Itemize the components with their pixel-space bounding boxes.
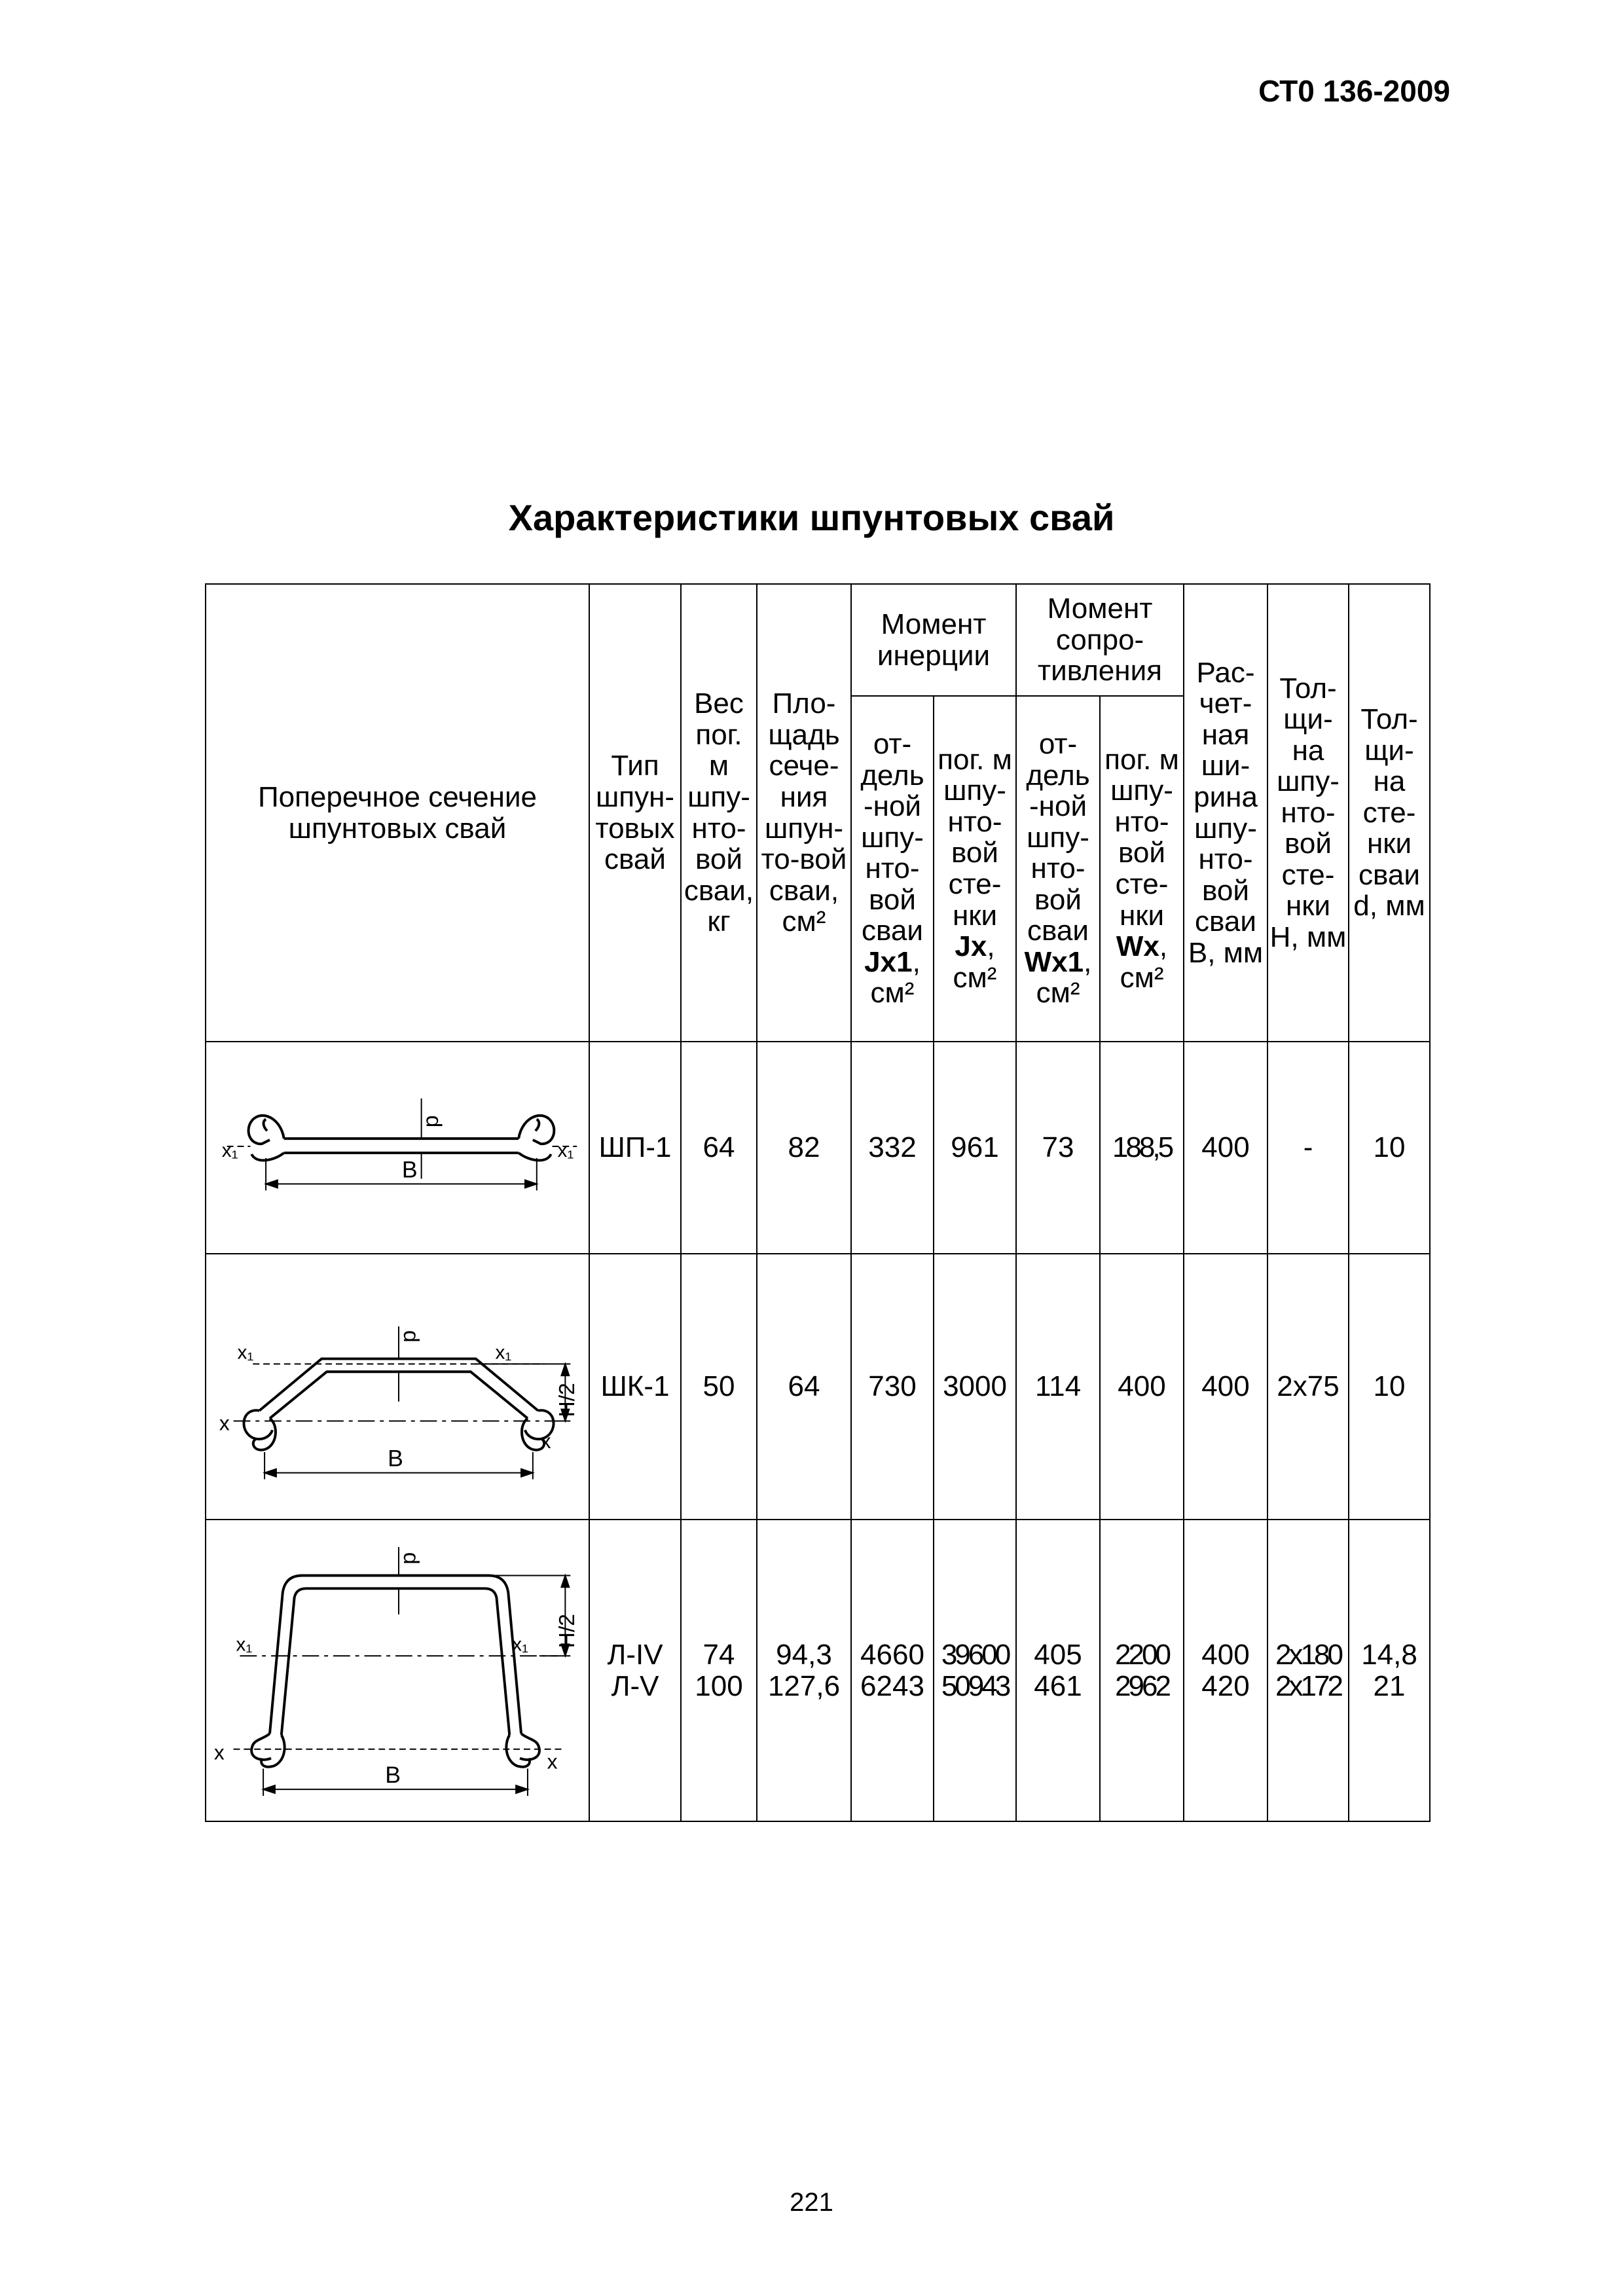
- cell-jx-liv: 39600: [941, 1638, 1009, 1671]
- cell-jx: 961: [934, 1042, 1016, 1254]
- header-section: Поперечное сечение шпунтовых свай: [206, 584, 589, 1042]
- axis-x-right-label: x: [547, 1749, 558, 1774]
- cell-web-thickness: 10: [1349, 1042, 1430, 1254]
- axis-x1-right-label: x₁: [557, 1139, 574, 1161]
- table-title: Характеристики шпунтовых свай: [508, 497, 1115, 538]
- dim-h2-label: H/2: [555, 1383, 580, 1417]
- header-inertia-single-text: от-дель -ной шпу-нто-вой сваи: [860, 728, 924, 947]
- cell-jx1: 332: [851, 1042, 934, 1254]
- header-resistance-single-text: от-дель -ной шпу-нто-вой сваи: [1026, 728, 1090, 947]
- header-inertia: Момент инерции: [851, 584, 1016, 696]
- cell-weight: [681, 1520, 757, 1821]
- cell-width: 400: [1184, 1254, 1267, 1520]
- axis-x-left-label: x: [213, 1740, 225, 1764]
- cell-web-thickness: 10: [1349, 1254, 1430, 1520]
- header-web-thickness: Тол-щи-на сте-нки сваи d, мм: [1349, 584, 1430, 1042]
- header-resistance-wall-text: пог. м шпу-нто-вой сте-нки: [1104, 743, 1179, 932]
- larssen-sheet-pile-diagram: [208, 1520, 587, 1821]
- header-inertia-wall-unit: , см²: [953, 930, 997, 994]
- cell-width-lv: 420: [1201, 1669, 1250, 1702]
- cell-wall-thickness: -: [1267, 1042, 1349, 1254]
- axis-x1-left-label: x₁: [237, 1341, 254, 1364]
- cell-wx1: 114: [1016, 1254, 1100, 1520]
- cell-wx1-liv: 405: [1034, 1638, 1082, 1671]
- header-type: Тип шпун-товых свай: [589, 584, 681, 1042]
- cell-wall-thickness-liv: 2x180: [1275, 1638, 1341, 1671]
- section-figure-flat: [206, 1042, 589, 1254]
- cell-weight: 64: [681, 1042, 757, 1254]
- header-inertia-single-symbol: Jx1: [864, 945, 913, 978]
- dim-b-label: B: [401, 1156, 418, 1183]
- cell-web-thickness-lv: 21: [1373, 1669, 1406, 1702]
- cell-weight: 50: [681, 1254, 757, 1520]
- cell-area: 64: [757, 1254, 851, 1520]
- cell-area: [757, 1520, 851, 1821]
- table-row: [206, 1042, 1430, 1254]
- cell-web-thickness-liv: 14,8: [1361, 1638, 1417, 1671]
- header-inertia-single: [851, 696, 934, 1042]
- header-inertia-wall-symbol: Jx: [955, 930, 987, 963]
- dim-b-label: B: [385, 1762, 401, 1789]
- axis-x1-left-label: x₁: [221, 1139, 238, 1161]
- header-resistance-single: [1016, 696, 1100, 1042]
- header-resistance: Момент сопро-тивления: [1016, 584, 1184, 696]
- cell-type: ШП-1: [589, 1042, 681, 1254]
- cell-web-thickness: [1349, 1520, 1430, 1821]
- cell-width-liv: 400: [1201, 1638, 1250, 1671]
- cell-wx: [1100, 1520, 1184, 1821]
- table-row: [206, 1520, 1430, 1821]
- cell-type: [589, 1520, 681, 1821]
- cell-type-liv: Л-IV: [607, 1638, 663, 1671]
- cell-weight-lv: 100: [695, 1669, 743, 1702]
- table-row: [206, 1254, 1430, 1520]
- cell-wall-thickness-lv: 2x172: [1275, 1669, 1341, 1702]
- cell-jx1: 730: [851, 1254, 934, 1520]
- axis-x-left-label: x: [219, 1411, 230, 1435]
- cell-wx1-lv: 461: [1034, 1669, 1082, 1702]
- cell-width: [1184, 1520, 1267, 1821]
- cell-jx1-lv: 6243: [860, 1669, 924, 1702]
- header-wall-thickness: Тол-щи-на шпу-нто-вой сте-нки Н, мм: [1267, 584, 1349, 1042]
- cell-type-lv: Л-V: [611, 1669, 659, 1702]
- dim-d-label: d: [398, 1552, 423, 1565]
- header-resistance-single-unit: , см²: [1036, 945, 1092, 1010]
- cell-wx1: [1016, 1520, 1100, 1821]
- header-inertia-single-unit: , см²: [870, 945, 921, 1010]
- axis-x1-left-label: x₁: [236, 1633, 253, 1656]
- header-weight: Вес пог. м шпу-нто-вой сваи, кг: [681, 584, 757, 1042]
- page-number: 221: [790, 2188, 833, 2217]
- cell-wx-lv: 2962: [1115, 1669, 1169, 1702]
- cell-area-lv: 127,6: [767, 1669, 841, 1702]
- header-resistance-single-symbol: Wx1: [1024, 945, 1084, 978]
- dim-b-label: B: [388, 1445, 403, 1472]
- header-width: Рас-чет-ная ши-рина шпу-нто-вой сваи В, мм: [1184, 584, 1267, 1042]
- cell-type: ШК-1: [589, 1254, 681, 1520]
- sheet-pile-characteristics-table: [205, 583, 1431, 1822]
- section-figure-larssen: [206, 1520, 589, 1821]
- cell-jx1-liv: 4660: [860, 1638, 924, 1671]
- cell-area-liv: 94,3: [776, 1638, 832, 1671]
- cell-wx: 400: [1100, 1254, 1184, 1520]
- cell-wall-thickness: [1267, 1520, 1349, 1821]
- axis-x1-right-label: x₁: [512, 1633, 529, 1656]
- header-resistance-wall-symbol: Wx: [1116, 930, 1159, 963]
- dim-d-label: d: [398, 1330, 423, 1343]
- cell-jx: [934, 1520, 1016, 1821]
- axis-x1-right-label: x₁: [495, 1341, 512, 1364]
- section-figure-trough: [206, 1254, 589, 1520]
- cell-wx1: 73: [1016, 1042, 1100, 1254]
- document-code: СТ0 136-2009: [1258, 74, 1450, 108]
- cell-jx-lv: 50943: [941, 1669, 1009, 1702]
- header-inertia-wall: [934, 696, 1016, 1042]
- header-inertia-wall-text: пог. м шпу-нто-вой сте-нки: [938, 743, 1012, 932]
- cell-jx: 3000: [934, 1254, 1016, 1520]
- cell-area: 82: [757, 1042, 851, 1254]
- header-area: Пло-щадь сече-ния шпун-то-вой сваи, см²: [757, 584, 851, 1042]
- dim-h2-label: H/2: [555, 1613, 580, 1649]
- cell-wx-liv: 2200: [1115, 1638, 1169, 1671]
- cell-wall-thickness: 2x75: [1267, 1254, 1349, 1520]
- dim-d-label: d: [421, 1115, 446, 1128]
- cell-wx: 188,5: [1100, 1042, 1184, 1254]
- cell-width: 400: [1184, 1042, 1267, 1254]
- cell-weight-liv: 74: [702, 1638, 735, 1671]
- cell-jx1: [851, 1520, 934, 1821]
- trough-sheet-pile-diagram: [208, 1254, 587, 1519]
- flat-sheet-pile-diagram: [208, 1042, 587, 1253]
- axis-x-right-label: x: [540, 1429, 551, 1453]
- header-resistance-wall: [1100, 696, 1184, 1042]
- header-resistance-wall-unit: , см²: [1120, 930, 1168, 994]
